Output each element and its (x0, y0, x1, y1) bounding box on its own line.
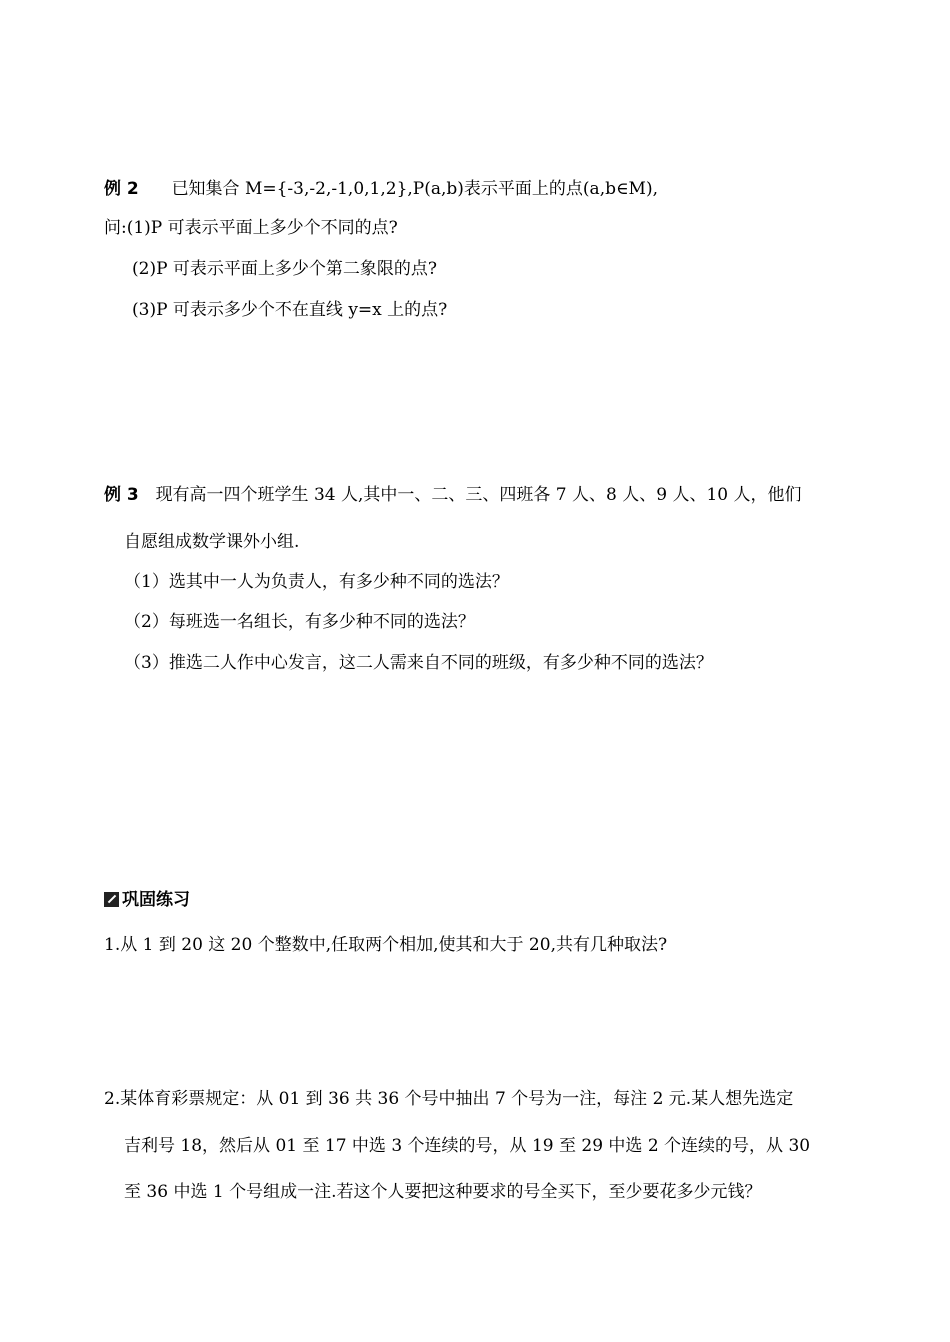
practice-problem-2-line3: 至 36 中选 1 个号组成一注.若这个人要把这种要求的号全买下，至少要花多少元钱？ (124, 1182, 762, 1202)
example3-question-1: （1）选其中一人为负责人，有多少种不同的选法？ (124, 572, 509, 592)
example3-first-line (104, 484, 802, 506)
practice-heading: 巩固练习 (122, 890, 190, 910)
practice-problem-2-line2: 吉利号 18，然后从 01 至 17 中选 3 个连续的号，从 19 至 29 中选 2 个连续的号，从 30 (124, 1136, 811, 1156)
edit-icon (104, 892, 119, 907)
example2-intro: 已知集合 M={-3,-2,-1,0,1,2},P(a,b)表示平面上的点(a,b∈M), (171, 179, 659, 199)
example3-question-3: （3）推选二人作中心发言，这二人需来自不同的班级，有多少种不同的选法？ (124, 653, 713, 673)
practice-problem-1: 1.从 1 到 20 这 20 个整数中,任取两个相加,使其和大于 20,共有几种取法? (104, 935, 668, 955)
practice-problem-2-line1: 2.某体育彩票规定：从 01 到 36 共 36 个号中抽出 7 个号为一注，每注 2 元.某人想先选定 (104, 1089, 794, 1109)
example3-question-2: （2）每班选一名组长，有多少种不同的选法？ (124, 612, 475, 632)
example2-label: 例 2 (104, 179, 139, 199)
example2-first-line (104, 178, 658, 200)
example2-question-3: (3)P 可表示多少个不在直线 y=x 上的点? (132, 300, 448, 320)
example3-intro-line1: 现有高一四个班学生 34 人,其中一、二、三、四班各 7 人、8 人、9 人、10 人，他们 (155, 485, 802, 505)
example3-label: 例 3 (104, 485, 139, 505)
example3-intro-line2: 自愿组成数学课外小组. (124, 532, 300, 552)
example2-question-2: (2)P 可表示平面上多少个第二象限的点? (132, 259, 438, 279)
example2-question-1: 问:(1)P 可表示平面上多少个不同的点? (104, 218, 398, 238)
practice-heading-row (104, 889, 190, 911)
